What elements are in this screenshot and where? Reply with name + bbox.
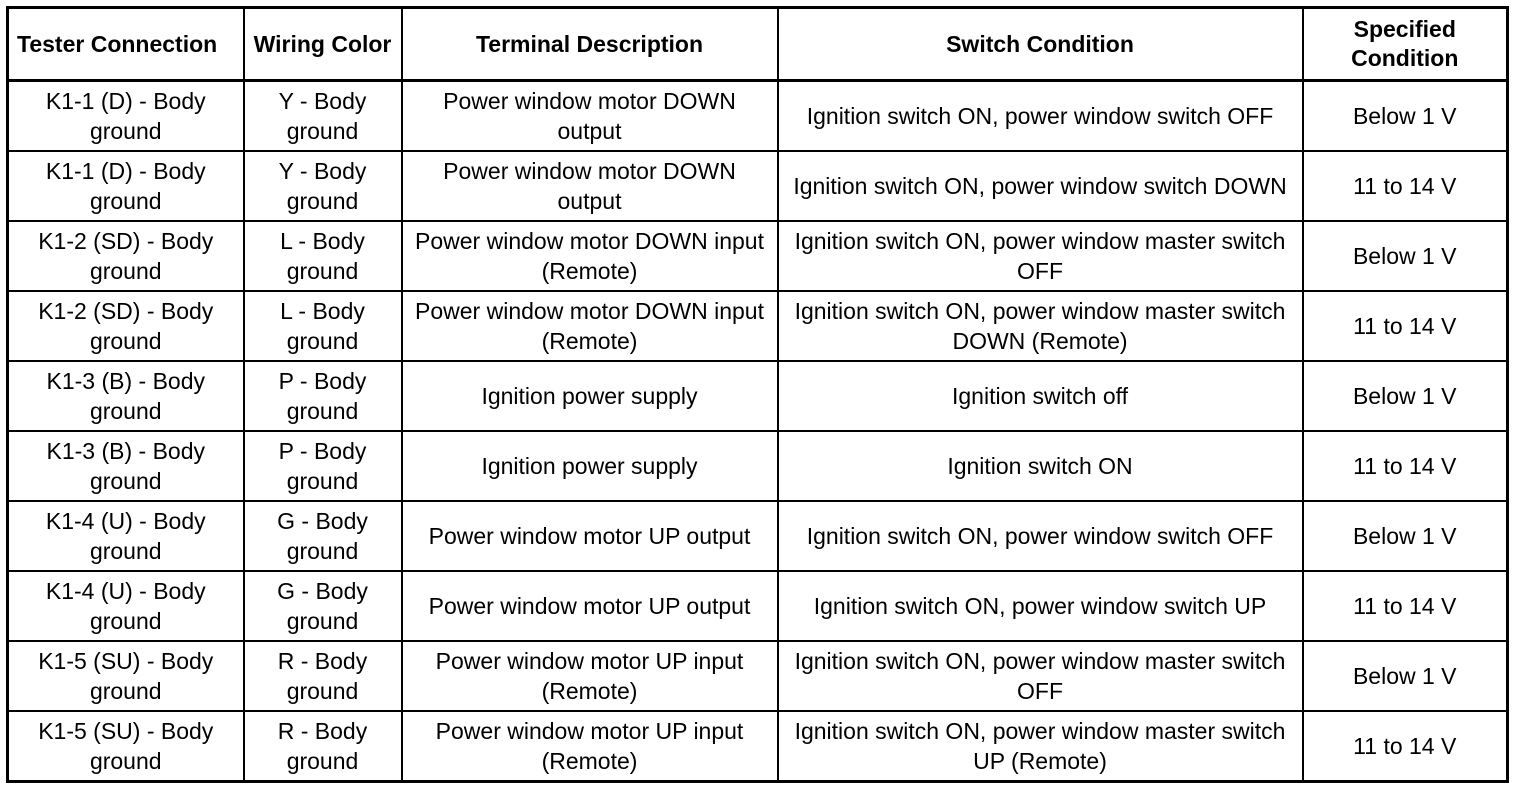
specified-condition-cell: 11 to 14 V — [1303, 431, 1508, 501]
terminal-description-cell: Power window motor UP output — [402, 571, 778, 641]
tester-connection-cell: K1-3 (B) - Body ground — [8, 361, 244, 431]
switch-condition-cell: Ignition switch ON, power window switch UP — [778, 571, 1303, 641]
switch-condition-cell: Ignition switch ON, power window switch DOWN — [778, 151, 1303, 221]
terminal-inspection-table — [6, 6, 1509, 783]
table-row — [8, 151, 1508, 221]
header-terminal-description: Terminal Description — [402, 8, 778, 81]
table-row — [8, 571, 1508, 641]
switch-condition-cell: Ignition switch ON, power window master switch OFF — [778, 641, 1303, 711]
wiring-color-cell: G - Body ground — [244, 571, 402, 641]
specified-condition-cell: 11 to 14 V — [1303, 291, 1508, 361]
switch-condition-cell: Ignition switch off — [778, 361, 1303, 431]
switch-condition-cell: Ignition switch ON — [778, 431, 1303, 501]
specified-condition-cell: 11 to 14 V — [1303, 571, 1508, 641]
terminal-description-cell: Power window motor UP output — [402, 501, 778, 571]
switch-condition-cell: Ignition switch ON, power window master switch OFF — [778, 221, 1303, 291]
table-row — [8, 81, 1508, 152]
terminal-description-cell: Power window motor UP input (Remote) — [402, 641, 778, 711]
wiring-color-cell: G - Body ground — [244, 501, 402, 571]
wiring-color-cell: R - Body ground — [244, 641, 402, 711]
header-tester-connection: Tester Connection — [8, 8, 244, 81]
specified-condition-cell: Below 1 V — [1303, 81, 1508, 152]
terminal-description-cell: Ignition power supply — [402, 431, 778, 501]
tester-connection-cell: K1-4 (U) - Body ground — [8, 501, 244, 571]
switch-condition-cell: Ignition switch ON, power window switch OFF — [778, 81, 1303, 152]
specified-condition-cell: Below 1 V — [1303, 501, 1508, 571]
table-row — [8, 501, 1508, 571]
wiring-color-cell: L - Body ground — [244, 221, 402, 291]
terminal-description-cell: Ignition power supply — [402, 361, 778, 431]
tester-connection-cell: K1-2 (SD) - Body ground — [8, 291, 244, 361]
tester-connection-cell: K1-2 (SD) - Body ground — [8, 221, 244, 291]
wiring-color-cell: P - Body ground — [244, 431, 402, 501]
tester-connection-cell: K1-4 (U) - Body ground — [8, 571, 244, 641]
table-row — [8, 221, 1508, 291]
terminal-description-cell: Power window motor DOWN input (Remote) — [402, 221, 778, 291]
terminal-description-cell: Power window motor UP input (Remote) — [402, 711, 778, 782]
wiring-color-cell: Y - Body ground — [244, 81, 402, 152]
switch-condition-cell: Ignition switch ON, power window switch OFF — [778, 501, 1303, 571]
header-row — [8, 8, 1508, 81]
tester-connection-cell: K1-1 (D) - Body ground — [8, 81, 244, 152]
tester-connection-cell: K1-5 (SU) - Body ground — [8, 711, 244, 782]
table-row — [8, 361, 1508, 431]
specified-condition-cell: 11 to 14 V — [1303, 151, 1508, 221]
switch-condition-cell: Ignition switch ON, power window master switch UP (Remote) — [778, 711, 1303, 782]
terminal-description-cell: Power window motor DOWN input (Remote) — [402, 291, 778, 361]
wiring-color-cell: P - Body ground — [244, 361, 402, 431]
header-switch-condition: Switch Condition — [778, 8, 1303, 81]
specified-condition-cell: Below 1 V — [1303, 361, 1508, 431]
terminal-description-cell: Power window motor DOWN output — [402, 81, 778, 152]
tester-connection-cell: K1-5 (SU) - Body ground — [8, 641, 244, 711]
wiring-color-cell: Y - Body ground — [244, 151, 402, 221]
wiring-color-cell: R - Body ground — [244, 711, 402, 782]
table-row — [8, 711, 1508, 782]
header-specified-condition: Specified Condition — [1303, 8, 1508, 81]
specified-condition-cell: Below 1 V — [1303, 641, 1508, 711]
header-wiring-color: Wiring Color — [244, 8, 402, 81]
switch-condition-cell: Ignition switch ON, power window master switch DOWN (Remote) — [778, 291, 1303, 361]
wiring-color-cell: L - Body ground — [244, 291, 402, 361]
specified-condition-cell: 11 to 14 V — [1303, 711, 1508, 782]
tester-connection-cell: K1-3 (B) - Body ground — [8, 431, 244, 501]
specified-condition-cell: Below 1 V — [1303, 221, 1508, 291]
tester-connection-cell: K1-1 (D) - Body ground — [8, 151, 244, 221]
terminal-description-cell: Power window motor DOWN output — [402, 151, 778, 221]
table-row — [8, 431, 1508, 501]
table-row — [8, 291, 1508, 361]
table-row — [8, 641, 1508, 711]
